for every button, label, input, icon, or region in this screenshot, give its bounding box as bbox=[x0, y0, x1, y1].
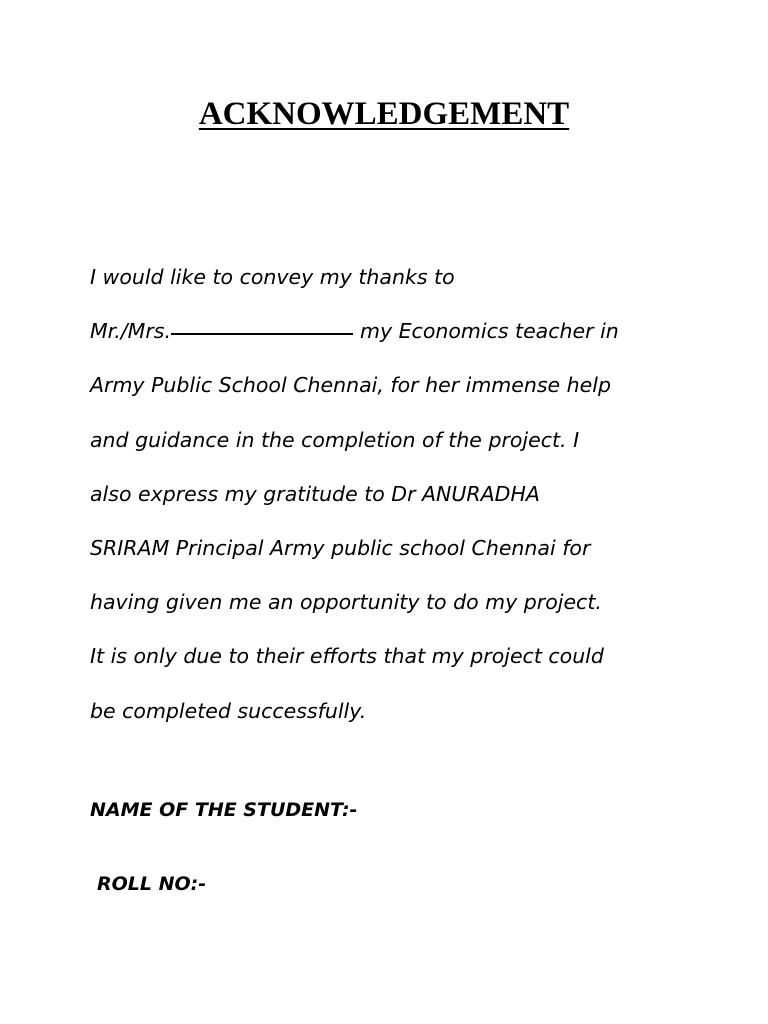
student-name-label: NAME OF THE STUDENT:- bbox=[90, 799, 358, 821]
paragraph-line: also express my gratitude to Dr ANURADHA bbox=[90, 481, 540, 506]
paragraph-line: SRIRAM Principal Army public school Chennai for bbox=[90, 536, 591, 561]
paragraph-line: having given me an opportunity to do my project. bbox=[90, 590, 602, 615]
teacher-name-blank bbox=[171, 332, 353, 335]
acknowledgement-paragraph bbox=[90, 250, 690, 738]
paragraph-line-with-blank bbox=[90, 304, 690, 358]
paragraph-line: be completed successfully. bbox=[90, 698, 367, 723]
paragraph-line: I would like to convey my thanks to bbox=[90, 265, 455, 289]
page-title: ACKNOWLEDGEMENT bbox=[198, 96, 570, 132]
paragraph-line: It is only due to their efforts that my project could bbox=[90, 644, 604, 669]
paragraph-line: Army Public School Chennai, for her immense help bbox=[90, 373, 611, 398]
teacher-role-text: my Economics teacher in bbox=[359, 319, 619, 344]
paragraph-line: and guidance in the completion of the project. I bbox=[90, 427, 580, 452]
teacher-salutation: Mr./Mrs. bbox=[90, 319, 171, 344]
roll-no-label: ROLL NO:- bbox=[97, 873, 207, 895]
